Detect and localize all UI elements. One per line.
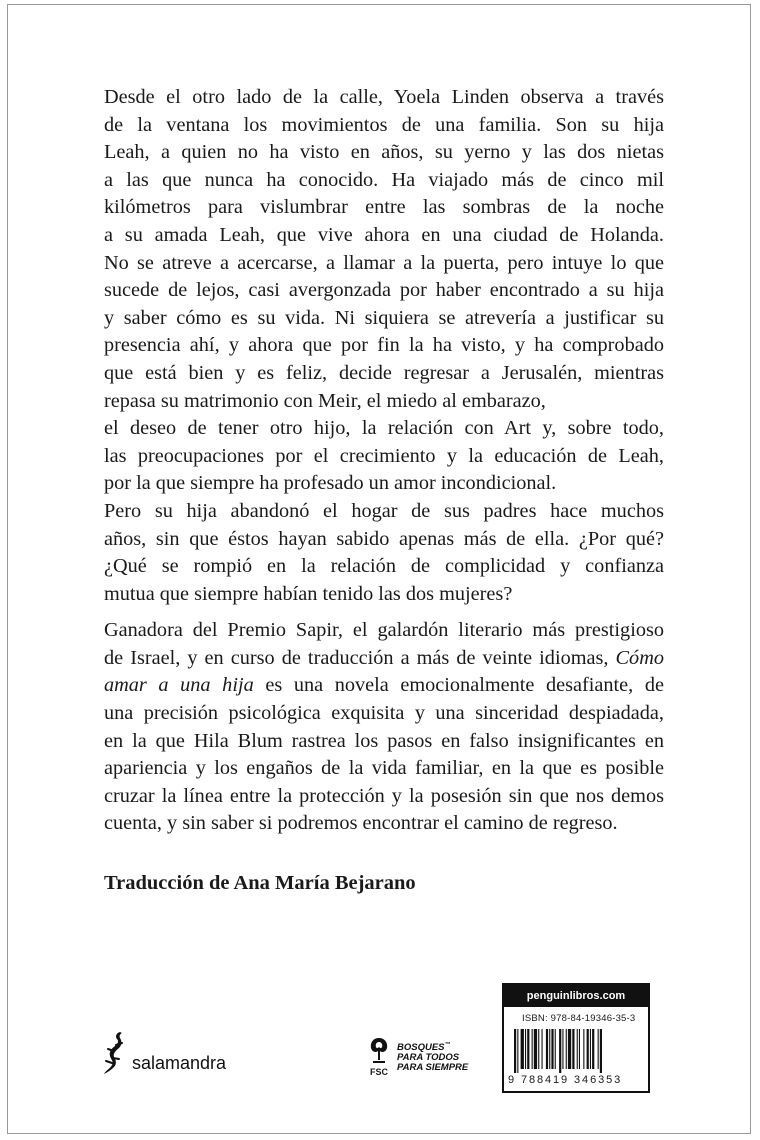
blurb-line: las preocupaciones por el crecimiento y la educación de Leah, xyxy=(104,444,664,467)
barcode-bar xyxy=(532,1029,533,1069)
barcode-bar xyxy=(600,1029,602,1073)
publisher-logo xyxy=(100,1030,226,1076)
barcode xyxy=(512,1029,644,1075)
blurb-line: mutua que siempre habían tenido las dos mujeres? xyxy=(104,582,513,605)
blurb-line: repasa su matrimonio con Meir, el miedo al embarazo, xyxy=(104,389,546,412)
blurb-line: el deseo de tener otro hijo, la relación con Art y, sobre todo, xyxy=(104,417,664,440)
barcode-bar xyxy=(549,1029,550,1069)
barcode-bar xyxy=(587,1029,589,1069)
translator-credit: Traducción de Ana María Bejarano xyxy=(104,872,416,894)
barcode-bar xyxy=(534,1029,537,1069)
barcode-bar xyxy=(566,1029,567,1069)
blurb-line: Desde el otro lado de la calle, Yoela Linden observa a través xyxy=(104,86,664,108)
barcode-bar xyxy=(577,1029,578,1069)
blurb-line xyxy=(104,672,664,700)
blurb-line: cruzar la línea entre la protección y la posesión sin que nos demos xyxy=(104,784,664,807)
publisher-name: salamandra xyxy=(132,1053,227,1073)
barcode-bar xyxy=(521,1029,524,1069)
blurb-line: Ganadora del Premio Sapir, el galardón literario más prestigioso xyxy=(104,619,664,642)
fsc-logo xyxy=(367,1036,468,1077)
fsc-slogan-line: BOSQUES xyxy=(397,1042,445,1054)
blurb-line-text: es una novela emocionalmente desafiante, de xyxy=(253,674,664,697)
blurb-line: que está bien y es feliz, decide regresar a Jerusalén, mientras xyxy=(104,361,664,384)
blurb-line: sucede de lejos, casi avergonzada por haber encontrado a su hija xyxy=(104,279,664,302)
barcode-bar xyxy=(590,1029,591,1069)
barcode-bar xyxy=(551,1029,553,1069)
barcode-bar xyxy=(572,1029,574,1069)
barcode-bar xyxy=(514,1029,516,1073)
blurb-paragraph-1 xyxy=(104,84,664,608)
barcode-bar xyxy=(546,1029,548,1069)
barcode-bar xyxy=(583,1029,584,1069)
isbn-number: ISBN: 978-84-19346-35-3 xyxy=(522,1013,636,1024)
fsc-tree-icon xyxy=(367,1036,391,1064)
isbn-box xyxy=(502,983,650,1093)
barcode-bar xyxy=(598,1029,599,1069)
blurb-line: a su amada Leah, que vive ahora en una ciudad de Holanda. xyxy=(104,223,664,246)
book-title: amar a una hija xyxy=(104,674,254,697)
barcode-bar xyxy=(517,1029,518,1073)
blurb-line: presencia ahí, y ahora que por fin la ha visto, y ha comprobado xyxy=(104,334,664,357)
blurb-line: de la ventana los movimientos de una familia. Son su hija xyxy=(104,113,664,136)
barcode-bar xyxy=(542,1029,543,1069)
blurb-line: a las que nunca ha conocido. Ha viajado más de cinco mil xyxy=(104,168,664,191)
blurb-line: por la que siempre ha profesado un amor incondicional. xyxy=(104,472,557,495)
barcode-bar xyxy=(538,1029,539,1069)
blurb-line xyxy=(104,645,664,673)
blurb-line: ¿Qué se rompió en la relación de complicidad y confianza xyxy=(104,555,664,578)
blurb-line: una precisión psicológica exquisita y una sinceridad despiadada, xyxy=(104,702,664,725)
blurb-line: apariencia y los engaños de la vida familiar, en la que es posible xyxy=(104,757,664,780)
barcode-bar xyxy=(525,1029,526,1069)
fsc-label: FSC xyxy=(370,1067,388,1077)
trademark: ™ xyxy=(444,1041,451,1048)
blurb-text xyxy=(104,84,664,838)
barcode-bar xyxy=(559,1029,561,1073)
blurb-line: años, sin que éstos hayan sabido apenas más de ella. ¿Por qué? xyxy=(104,527,664,550)
ean-digits: 9 788419 346353 xyxy=(508,1074,623,1086)
barcode-bar xyxy=(527,1029,529,1069)
blurb-line: cuenta, y sin saber si podremos encontrar el camino de regreso. xyxy=(104,812,618,835)
blurb-paragraph-2 xyxy=(104,617,664,838)
blurb-line: Leah, a quien no ha visto en años, su yerno y las dos nietas xyxy=(104,141,664,164)
blurb-line: y saber cómo es su vida. Ni siquiera se atrevería a justificar su xyxy=(104,306,664,329)
barcode-bar xyxy=(592,1029,594,1069)
fsc-mark xyxy=(367,1036,391,1077)
barcode-bar xyxy=(568,1029,571,1069)
fsc-slogan-line: PARA TODOS xyxy=(397,1052,460,1064)
salamander-icon xyxy=(100,1030,130,1076)
barcode-bar xyxy=(579,1029,580,1069)
blurb-line: kilómetros para vislumbrar entre las sombras de la noche xyxy=(104,196,664,219)
blurb-line: en la que Hila Blum rastrea los pasos en falso insignificantes en xyxy=(104,729,664,752)
blurb-line: No se atreve a acercarse, a llamar a la puerta, pero intuye lo que xyxy=(104,251,664,274)
blurb-line-text: de Israel, y en curso de traducción a más de veinte idiomas, xyxy=(104,646,609,669)
blurb-line: Pero su hija abandonó el hogar de sus padres hace muchos xyxy=(104,499,664,522)
fsc-slogan xyxy=(397,1040,468,1073)
barcode-bar xyxy=(555,1029,556,1069)
book-title: Cómo xyxy=(615,646,664,669)
publisher-website: penguinlibros.com xyxy=(504,985,648,1007)
fsc-slogan-line: PARA SIEMPRE xyxy=(397,1062,469,1074)
barcode-bar xyxy=(562,1029,563,1069)
